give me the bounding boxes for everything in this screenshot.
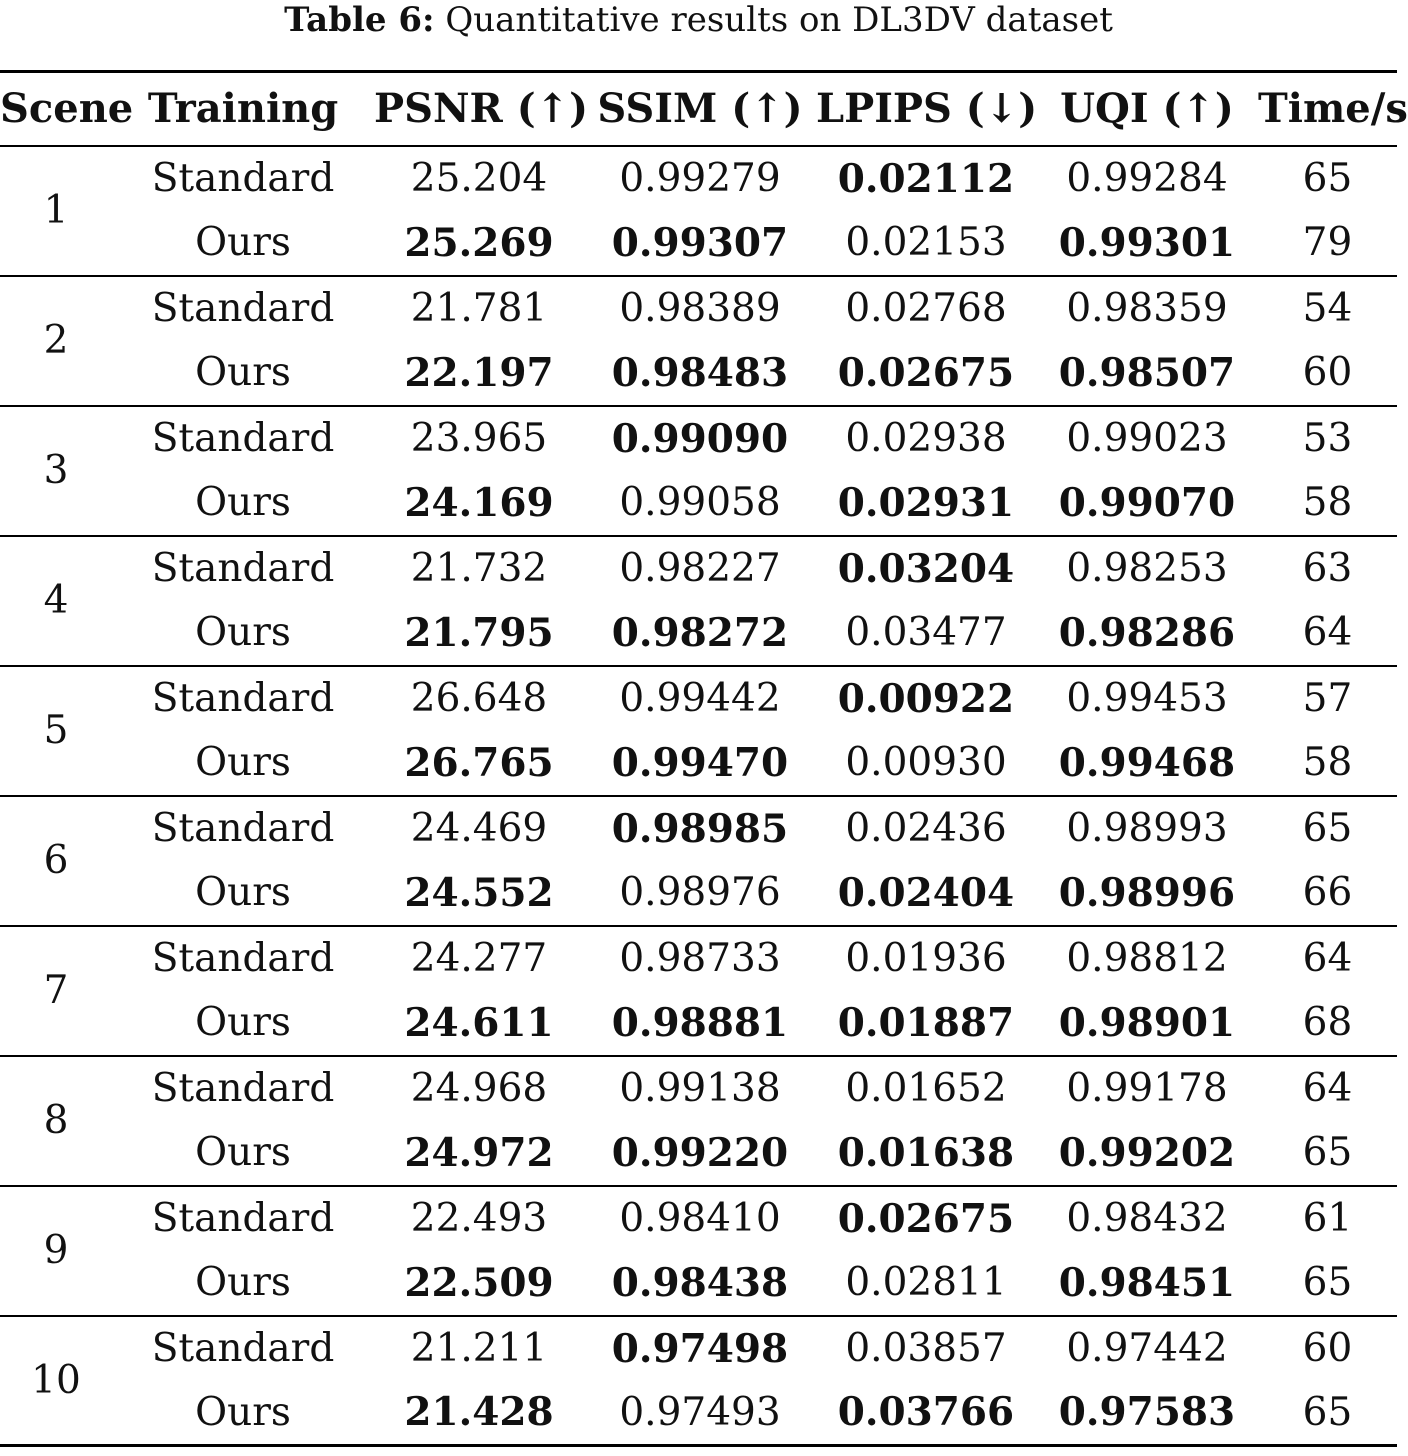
psnr-cell: 24.968: [410, 1066, 548, 1111]
psnr-cell: 25.204: [410, 156, 548, 201]
header-row: [0, 72, 1397, 146]
table-row: [0, 536, 1397, 601]
psnr-cell: 24.469: [410, 806, 548, 851]
caption-label: Table 6:: [284, 0, 435, 40]
ssim-cell: 0.99090: [611, 415, 789, 462]
header-ssim: SSIM (↑): [597, 85, 803, 133]
time-cell: 65: [1302, 156, 1353, 201]
training-cell: Ours: [195, 1389, 291, 1435]
uqi-cell: 0.98451: [1058, 1259, 1236, 1306]
scene-cell: 3: [43, 448, 69, 493]
table-row: [0, 1251, 1397, 1316]
time-cell: 61: [1302, 1196, 1353, 1241]
uqi-cell: 0.98993: [1066, 806, 1228, 851]
time-cell: 60: [1302, 350, 1353, 395]
training-cell: Ours: [195, 220, 291, 265]
scene-cell: 1: [43, 188, 69, 233]
ssim-cell: 0.99307: [611, 219, 789, 266]
lpips-cell: 0.02675: [837, 349, 1015, 396]
ssim-cell: 0.98733: [619, 936, 781, 981]
table-row: [0, 406, 1397, 471]
uqi-cell: 0.97583: [1058, 1389, 1236, 1436]
ssim-cell: 0.99058: [619, 480, 781, 525]
uqi-cell: 0.98432: [1066, 1196, 1228, 1241]
header-training: Training: [147, 85, 339, 133]
uqi-cell: 0.98812: [1066, 936, 1228, 981]
header-scene: Scene: [0, 85, 134, 133]
uqi-cell: 0.99023: [1066, 416, 1228, 461]
time-cell: 65: [1302, 1130, 1353, 1175]
psnr-cell: 26.648: [410, 676, 548, 721]
table-row: [0, 601, 1397, 666]
lpips-cell: 0.02931: [837, 479, 1015, 526]
training-cell: Standard: [151, 1326, 335, 1371]
lpips-cell: 0.00930: [845, 740, 1007, 785]
uqi-cell: 0.98996: [1058, 869, 1236, 916]
time-cell: 53: [1302, 416, 1353, 461]
training-cell: Standard: [151, 546, 335, 591]
ssim-cell: 0.98410: [619, 1196, 781, 1241]
time-cell: 64: [1302, 936, 1353, 981]
lpips-cell: 0.02436: [845, 806, 1007, 851]
table-row: [0, 861, 1397, 926]
time-cell: 66: [1302, 870, 1353, 915]
ssim-cell: 0.99138: [619, 1066, 781, 1111]
uqi-cell: 0.98359: [1066, 286, 1228, 331]
psnr-cell: 21.781: [410, 286, 548, 331]
table-row: [0, 1056, 1397, 1121]
lpips-cell: 0.02811: [845, 1260, 1007, 1305]
psnr-cell: 24.277: [410, 936, 548, 981]
ssim-cell: 0.98272: [611, 609, 789, 656]
lpips-cell: 0.01936: [845, 936, 1007, 981]
psnr-cell: 21.211: [410, 1326, 548, 1371]
uqi-cell: 0.98286: [1058, 609, 1236, 656]
header-lpips: LPIPS (↓): [816, 85, 1038, 133]
uqi-cell: 0.99284: [1066, 156, 1228, 201]
table-row: [0, 1316, 1397, 1381]
time-cell: 68: [1302, 1000, 1353, 1045]
table-row: [0, 796, 1397, 861]
table-body: [0, 146, 1397, 1446]
lpips-cell: 0.02404: [837, 869, 1015, 916]
uqi-cell: 0.98507: [1058, 349, 1236, 396]
training-cell: Ours: [195, 350, 291, 395]
psnr-cell: 21.795: [404, 609, 554, 656]
ssim-cell: 0.98438: [611, 1259, 789, 1306]
training-cell: Standard: [151, 1066, 335, 1111]
lpips-cell: 0.02938: [845, 416, 1007, 461]
psnr-cell: 24.552: [404, 869, 554, 916]
training-cell: Standard: [151, 416, 335, 461]
ssim-cell: 0.98389: [619, 286, 781, 331]
ssim-cell: 0.97498: [611, 1325, 789, 1372]
scene-cell: 10: [31, 1357, 81, 1403]
uqi-cell: 0.99468: [1058, 739, 1236, 786]
lpips-cell: 0.01638: [837, 1129, 1015, 1176]
time-cell: 64: [1302, 610, 1353, 655]
table-row: [0, 666, 1397, 731]
time-cell: 64: [1302, 1066, 1353, 1111]
psnr-cell: 23.965: [410, 416, 548, 461]
training-cell: Standard: [151, 156, 335, 201]
uqi-cell: 0.99202: [1058, 1129, 1236, 1176]
psnr-cell: 24.169: [404, 479, 554, 526]
lpips-cell: 0.02768: [845, 286, 1007, 331]
psnr-cell: 26.765: [404, 739, 554, 786]
training-cell: Ours: [195, 870, 291, 915]
ssim-cell: 0.99470: [611, 739, 789, 786]
ssim-cell: 0.98227: [619, 546, 781, 591]
uqi-cell: 0.97442: [1066, 1326, 1228, 1371]
ssim-cell: 0.99220: [611, 1129, 789, 1176]
psnr-cell: 24.611: [404, 999, 554, 1046]
training-cell: Standard: [151, 1196, 335, 1241]
psnr-cell: 21.428: [404, 1389, 554, 1436]
time-cell: 65: [1302, 1260, 1353, 1305]
scene-cell: 4: [43, 578, 69, 623]
table-row: [0, 146, 1397, 211]
uqi-cell: 0.99070: [1058, 479, 1236, 526]
table-row: [0, 991, 1397, 1056]
table-caption: [0, 0, 1397, 44]
table-row: [0, 731, 1397, 796]
uqi-cell: 0.99301: [1058, 219, 1236, 266]
uqi-cell: 0.98901: [1058, 999, 1236, 1046]
results-table: [0, 70, 1408, 1447]
training-cell: Standard: [151, 936, 335, 981]
ssim-cell: 0.98881: [611, 999, 789, 1046]
table-row: [0, 1186, 1397, 1251]
training-cell: Standard: [151, 676, 335, 721]
ssim-cell: 0.98483: [611, 349, 789, 396]
table-row: [0, 341, 1397, 406]
scene-cell: 8: [43, 1098, 69, 1143]
header-time: Time/s: [1258, 85, 1408, 133]
psnr-cell: 25.269: [404, 219, 554, 266]
psnr-cell: 22.197: [404, 349, 554, 396]
scene-cell: 2: [43, 318, 69, 363]
ssim-cell: 0.98976: [619, 870, 781, 915]
lpips-cell: 0.00922: [837, 675, 1015, 722]
psnr-cell: 22.509: [404, 1259, 554, 1306]
table-row: [0, 211, 1397, 276]
time-cell: 57: [1302, 676, 1353, 721]
lpips-cell: 0.03477: [845, 610, 1007, 655]
training-cell: Ours: [195, 480, 291, 525]
time-cell: 65: [1302, 806, 1353, 851]
scene-cell: 9: [43, 1228, 69, 1273]
uqi-cell: 0.99178: [1066, 1066, 1228, 1111]
lpips-cell: 0.01887: [837, 999, 1015, 1046]
time-cell: 58: [1302, 740, 1353, 785]
time-cell: 58: [1302, 480, 1353, 525]
ssim-cell: 0.99279: [619, 156, 781, 201]
table-row: [0, 1121, 1397, 1186]
psnr-cell: 21.732: [410, 546, 548, 591]
header-psnr: PSNR (↑): [374, 85, 589, 133]
training-cell: Ours: [195, 1130, 291, 1175]
table-row: [0, 1381, 1397, 1446]
scene-cell: 5: [43, 708, 69, 753]
table-row: [0, 926, 1397, 991]
time-cell: 54: [1302, 286, 1353, 331]
table-row: [0, 471, 1397, 536]
scene-cell: 7: [43, 968, 69, 1013]
table-header: [0, 72, 1408, 146]
training-cell: Ours: [195, 1000, 291, 1045]
lpips-cell: 0.03204: [837, 545, 1015, 592]
time-cell: 60: [1302, 1326, 1353, 1371]
uqi-cell: 0.98253: [1066, 546, 1228, 591]
training-cell: Standard: [151, 806, 335, 851]
training-cell: Ours: [195, 740, 291, 785]
table-row: [0, 276, 1397, 341]
lpips-cell: 0.03766: [837, 1389, 1015, 1436]
time-cell: 65: [1302, 1389, 1353, 1435]
time-cell: 79: [1302, 220, 1353, 265]
lpips-cell: 0.03857: [845, 1326, 1007, 1371]
uqi-cell: 0.99453: [1066, 676, 1228, 721]
ssim-cell: 0.98985: [611, 805, 789, 852]
training-cell: Standard: [151, 286, 335, 331]
caption-text: Quantitative results on DL3DV dataset: [445, 0, 1113, 40]
scene-cell: 6: [43, 838, 69, 883]
ssim-cell: 0.99442: [619, 676, 781, 721]
lpips-cell: 0.01652: [845, 1066, 1007, 1111]
psnr-cell: 22.493: [410, 1196, 548, 1241]
time-cell: 63: [1302, 546, 1353, 591]
psnr-cell: 24.972: [404, 1129, 554, 1176]
lpips-cell: 0.02675: [837, 1195, 1015, 1242]
training-cell: Ours: [195, 610, 291, 655]
lpips-cell: 0.02112: [837, 155, 1015, 202]
ssim-cell: 0.97493: [619, 1389, 781, 1435]
training-cell: Ours: [195, 1260, 291, 1305]
header-uqi: UQI (↑): [1060, 85, 1234, 133]
lpips-cell: 0.02153: [845, 220, 1007, 265]
